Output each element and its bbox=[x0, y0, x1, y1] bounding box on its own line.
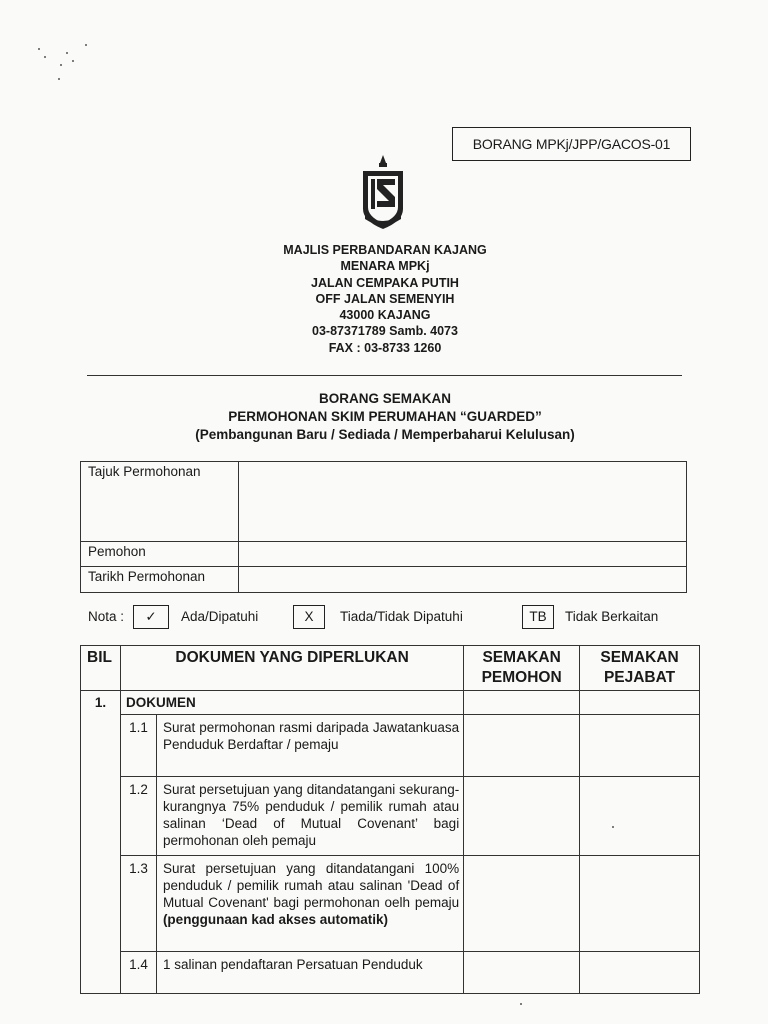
title-line-3: (Pembangunan Baru / Sediada / Memperbaharui Kelulusan) bbox=[195, 427, 575, 442]
table-row bbox=[81, 777, 700, 856]
cross-mark-icon: X bbox=[293, 605, 325, 629]
form-title bbox=[140, 390, 630, 444]
org-street: JALAN CEMPAKA PUTIH bbox=[311, 275, 459, 290]
row-text: Surat persetujuan yang ditandatangani sekurang-kurangnya 75% penduduk / pemilik rumah atau salinan ‘Dead of Mutual Covenant’ bagi permohonan oleh pemaju bbox=[162, 782, 460, 848]
section-semakan-pejabat bbox=[580, 691, 700, 715]
section-title: DOKUMEN bbox=[120, 691, 463, 715]
row-number: 1.2 bbox=[120, 777, 156, 856]
semakan-pemohon-cell[interactable] bbox=[464, 715, 580, 777]
row-description bbox=[156, 856, 463, 952]
semakan-pejabat-cell[interactable] bbox=[580, 952, 700, 994]
header-semakan-pejabat: SEMAKAN PEJABAT bbox=[580, 646, 700, 691]
legend-tb-text: Tidak Berkaitan bbox=[565, 609, 659, 624]
tarikh-label: Tarikh Permohonan bbox=[81, 567, 239, 593]
semakan-pemohon-cell[interactable] bbox=[464, 777, 580, 856]
legend-note bbox=[88, 605, 688, 633]
row-text: Surat permohonan rasmi daripada Jawatankuasa Penduduk Berdaftar / pemaju bbox=[162, 720, 460, 752]
table-row bbox=[81, 856, 700, 952]
section-bil: 1. bbox=[81, 691, 121, 994]
tb-mark-badge: TB bbox=[522, 605, 554, 629]
table-row bbox=[81, 952, 700, 994]
org-postcode: 43000 KAJANG bbox=[339, 308, 431, 323]
row-number: 1.4 bbox=[120, 952, 156, 994]
nota-label: Nota : bbox=[88, 609, 125, 624]
semakan-pemohon-cell[interactable] bbox=[464, 856, 580, 952]
row-number: 1.1 bbox=[120, 715, 156, 777]
org-building: MENARA MPKj bbox=[340, 259, 430, 274]
pemohon-field[interactable] bbox=[239, 542, 687, 567]
table-row bbox=[81, 715, 700, 777]
mpkj-crest-icon bbox=[355, 153, 411, 233]
legend-tiada-text: Tiada/Tidak Dipatuhi bbox=[340, 609, 463, 624]
application-info-table bbox=[80, 461, 687, 593]
checklist-header-row bbox=[81, 646, 700, 691]
semakan-pejabat-cell[interactable] bbox=[580, 856, 700, 952]
row-text-bold: (penggunaan kad akses automatik) bbox=[162, 912, 388, 927]
info-row-tajuk bbox=[81, 462, 687, 542]
info-row-tarikh bbox=[81, 567, 687, 593]
org-road: OFF JALAN SEMENYIH bbox=[315, 291, 455, 306]
row-text: 1 salinan pendaftaran Persatuan Penduduk bbox=[162, 957, 423, 972]
tajuk-field[interactable] bbox=[239, 462, 687, 542]
title-line-2: PERMOHONAN SKIM PERUMAHAN “GUARDED” bbox=[228, 409, 542, 424]
header-semakan-pemohon: SEMAKAN PEMOHON bbox=[464, 646, 580, 691]
horizontal-divider bbox=[87, 375, 682, 376]
row-description bbox=[156, 715, 463, 777]
document-checklist-table bbox=[80, 645, 700, 994]
header-dokumen: DOKUMEN YANG DIPERLUKAN bbox=[120, 646, 463, 691]
tarikh-field[interactable] bbox=[239, 567, 687, 593]
semakan-pejabat-cell[interactable] bbox=[580, 777, 700, 856]
row-description bbox=[156, 952, 463, 994]
tajuk-label: Tajuk Permohonan bbox=[81, 462, 239, 542]
org-name: MAJLIS PERBANDARAN KAJANG bbox=[283, 243, 487, 257]
row-number: 1.3 bbox=[120, 856, 156, 952]
section-row bbox=[81, 691, 700, 715]
org-fax: FAX : 03-8733 1260 bbox=[328, 340, 442, 355]
semakan-pejabat-cell[interactable] bbox=[580, 715, 700, 777]
title-line-1: BORANG SEMAKAN bbox=[318, 391, 451, 406]
row-text: Surat persetujuan yang ditandatangani 100% penduduk / pemilik rumah atau salinan 'Dead of Mutual Covenant' bagi permohonan oelh pemaju bbox=[162, 861, 460, 910]
legend-ada-text: Ada/Dipatuhi bbox=[181, 609, 259, 624]
check-mark-icon: ✓ bbox=[133, 605, 169, 629]
organization-address bbox=[230, 242, 540, 356]
form-code-box: BORANG MPKj/JPP/GACOS-01 bbox=[452, 127, 691, 161]
pemohon-label: Pemohon bbox=[81, 542, 239, 567]
semakan-pemohon-cell[interactable] bbox=[464, 952, 580, 994]
header-bil: BIL bbox=[81, 646, 121, 691]
org-phone: 03-87371789 Samb. 4073 bbox=[312, 324, 458, 339]
row-description bbox=[156, 777, 463, 856]
info-row-pemohon bbox=[81, 542, 687, 567]
section-semakan-pemohon bbox=[464, 691, 580, 715]
